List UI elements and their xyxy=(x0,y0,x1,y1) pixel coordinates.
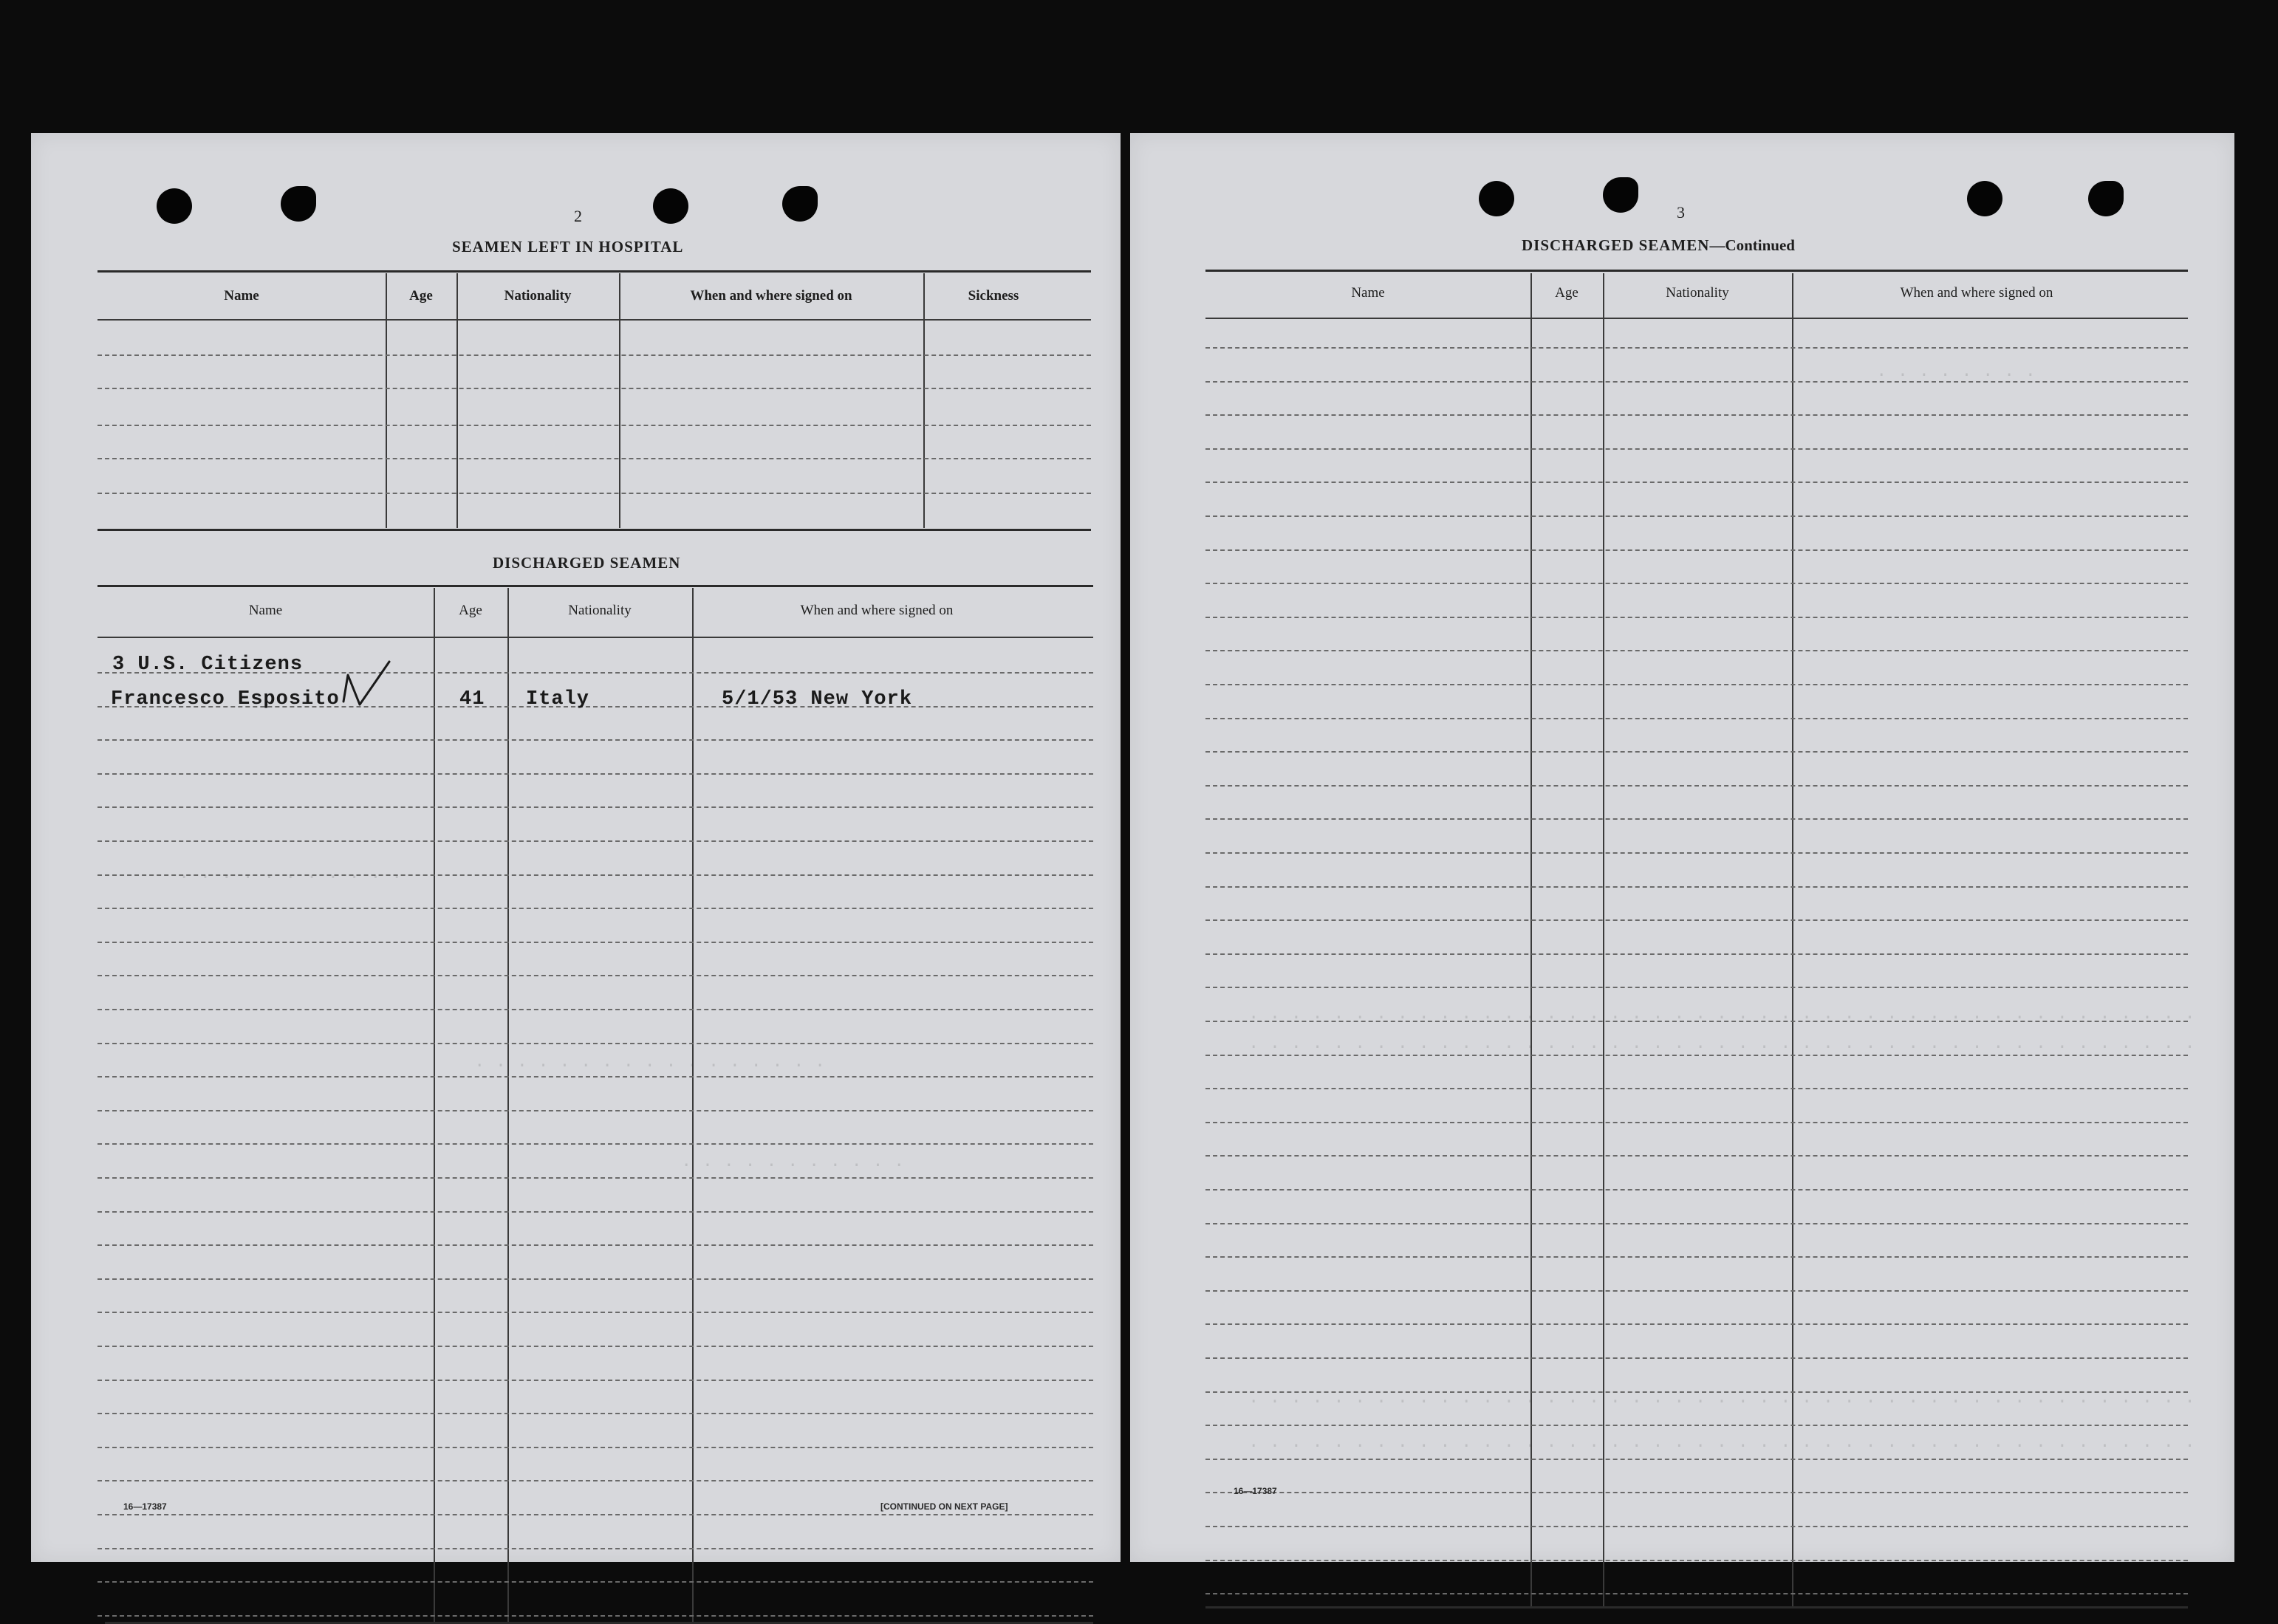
ruled-line xyxy=(1205,414,2188,416)
discharged-section-title: DISCHARGED SEAMEN xyxy=(493,554,681,572)
ruled-line xyxy=(98,1009,1093,1010)
ruled-line xyxy=(98,493,1091,494)
ruled-line xyxy=(1205,549,2188,551)
ruled-line xyxy=(1205,617,2188,618)
ruled-line xyxy=(98,354,1091,356)
discharged-table-header-rule xyxy=(98,637,1093,638)
discharged-col-age: Age xyxy=(459,603,482,618)
ruled-line xyxy=(98,1110,1093,1111)
left-page xyxy=(31,133,1121,1562)
column-divider xyxy=(456,273,458,528)
ruled-line xyxy=(98,388,1091,389)
ruled-line xyxy=(1205,919,2188,921)
discharged-continued-title-main: DISCHARGED SEAMEN xyxy=(1522,236,1710,254)
ruled-line xyxy=(1205,1290,2188,1292)
discharged-continued-title xyxy=(1522,236,1795,255)
ruled-line xyxy=(1205,684,2188,685)
check-mark xyxy=(338,659,404,710)
continued-col-nationality: Nationality xyxy=(1666,285,1729,301)
entry-signed-on: 5/1/53 New York xyxy=(722,688,913,710)
hospital-table-top-rule xyxy=(98,270,1091,273)
ruled-line xyxy=(1205,1223,2188,1224)
punch-hole xyxy=(1479,181,1514,216)
ruled-line xyxy=(1205,1357,2188,1359)
ruled-line xyxy=(1205,1323,2188,1325)
ruled-line xyxy=(1205,1560,2188,1561)
column-divider xyxy=(507,588,509,1622)
bleed-through: . . . . . . . . . . . xyxy=(179,864,403,884)
ruled-line xyxy=(1205,1155,2188,1157)
ruled-line xyxy=(98,1615,1093,1617)
hospital-table-bottom-rule xyxy=(98,529,1091,531)
continued-table-bottom-rule xyxy=(1205,1606,2188,1608)
bleed-through: . . . . . . . . xyxy=(1876,362,2036,382)
ruled-line xyxy=(1205,482,2188,483)
entry-name: 3 U.S. Citizens xyxy=(112,654,304,676)
ruled-line xyxy=(1205,381,2188,383)
ruled-line xyxy=(1205,515,2188,517)
column-divider xyxy=(434,588,435,1622)
continued-col-age: Age xyxy=(1555,285,1578,301)
ruled-line xyxy=(98,1076,1093,1077)
ruled-line xyxy=(1205,1189,2188,1190)
column-divider xyxy=(386,273,387,528)
discharged-col-name: Name xyxy=(248,603,283,618)
right-page xyxy=(1130,133,2234,1562)
ruled-line xyxy=(98,1447,1093,1448)
continued-table-header-rule xyxy=(1205,318,2188,319)
ruled-line xyxy=(98,1143,1093,1145)
hospital-section-title: SEAMEN LEFT IN HOSPITAL xyxy=(452,238,684,256)
ruled-line xyxy=(1205,1256,2188,1258)
ruled-line xyxy=(98,1514,1093,1515)
hospital-table-header-rule xyxy=(98,319,1091,321)
ruled-line xyxy=(98,1177,1093,1179)
page-number: 3 xyxy=(1677,203,1685,222)
punch-hole xyxy=(157,188,192,224)
column-divider xyxy=(619,273,620,528)
ruled-line xyxy=(1205,1492,2188,1493)
ruled-line xyxy=(98,942,1093,943)
discharged-table-top-rule xyxy=(98,585,1093,587)
ruled-line xyxy=(98,1480,1093,1481)
continued-table-top-rule xyxy=(1205,270,2188,272)
ruled-line xyxy=(98,773,1093,775)
ruled-line xyxy=(1205,1526,2188,1527)
ruled-line xyxy=(98,975,1093,976)
continued-col-signed-on: When and where signed on xyxy=(1900,285,2053,301)
ruled-line xyxy=(98,1278,1093,1280)
ruled-line xyxy=(98,1581,1093,1583)
punch-hole xyxy=(281,186,316,222)
discharged-col-nationality: Nationality xyxy=(568,603,632,618)
ruled-line xyxy=(1205,785,2188,787)
ruled-line xyxy=(1205,818,2188,820)
column-divider xyxy=(692,588,694,1622)
ruled-line xyxy=(98,1312,1093,1313)
ruled-line xyxy=(98,1346,1093,1347)
form-number: 16—17387 xyxy=(1234,1486,1277,1496)
continued-col-name: Name xyxy=(1351,285,1385,301)
ruled-line xyxy=(98,425,1091,426)
ruled-line xyxy=(1205,1122,2188,1123)
ruled-line xyxy=(98,1380,1093,1381)
punch-hole xyxy=(782,186,818,222)
discharged-col-signed-on: When and where signed on xyxy=(800,603,954,618)
ruled-line xyxy=(98,806,1093,808)
ruled-line xyxy=(98,1043,1093,1044)
ruled-line xyxy=(1205,953,2188,955)
ruled-line xyxy=(1205,1088,2188,1089)
ruled-line xyxy=(1205,718,2188,719)
ruled-line xyxy=(98,908,1093,909)
ruled-line xyxy=(1205,1055,2188,1056)
ruled-line xyxy=(1205,751,2188,753)
ruled-line xyxy=(98,1548,1093,1549)
entry-nationality: Italy xyxy=(526,688,590,710)
ruled-line xyxy=(1205,987,2188,988)
hospital-col-name: Name xyxy=(224,288,259,304)
punch-hole xyxy=(2088,181,2124,216)
hospital-col-nationality: Nationality xyxy=(504,288,572,304)
ruled-line xyxy=(1205,1593,2188,1594)
bleed-through: . . . . . . . . . . . . . . . . . . . . . . . . . . . . . . . . . . . . . . . . . . . . . xyxy=(1248,1433,2195,1453)
ruled-line xyxy=(1205,650,2188,651)
ruled-line xyxy=(98,840,1093,842)
ruled-line xyxy=(1205,1459,2188,1460)
bleed-through: . . . . . . . . . . . . . . . . . xyxy=(474,1052,826,1072)
entry-age: 41 xyxy=(459,688,485,710)
ruled-line xyxy=(98,739,1093,741)
form-number: 16—17387 xyxy=(123,1501,167,1512)
punch-hole xyxy=(1603,177,1638,213)
punch-hole xyxy=(653,188,688,224)
ruled-line xyxy=(98,1244,1093,1246)
ruled-line xyxy=(1205,347,2188,349)
page-number: 2 xyxy=(574,207,582,225)
bleed-through: . . . . . . . . . . . . . . . . . . . . . . . . . . . . . . . . . . . . . . . . . . . . . xyxy=(1248,1388,2195,1408)
bleed-through: . . . . . . . . . . . . . . . . . . . . . . . . . . . . . . . . . . . . . . . . . . . . . xyxy=(1248,1034,2195,1054)
ruled-line xyxy=(1205,583,2188,584)
column-divider xyxy=(923,273,925,528)
ruled-line xyxy=(98,1413,1093,1414)
continued-note: [CONTINUED ON NEXT PAGE] xyxy=(880,1501,1008,1512)
ruled-line xyxy=(1205,1425,2188,1426)
bleed-through: . . . . . . . . . . . xyxy=(681,1152,905,1172)
entry-name: Francesco Esposito xyxy=(111,688,340,710)
ruled-line xyxy=(1205,448,2188,450)
ruled-line xyxy=(98,458,1091,459)
ruled-line xyxy=(1205,886,2188,888)
discharged-continued-title-suffix: —Continued xyxy=(1709,236,1795,254)
hospital-col-sickness: Sickness xyxy=(968,288,1019,304)
hospital-col-age: Age xyxy=(409,288,433,304)
hospital-col-signed-on: When and where signed on xyxy=(690,288,852,304)
punch-hole xyxy=(1967,181,2002,216)
bleed-through: . . . . . . . . . . . . . . . . . . . . . . . . . . . . . . . . . . . . . . . . . . . . . xyxy=(1248,1004,2195,1024)
ruled-line xyxy=(1205,852,2188,854)
ruled-line xyxy=(98,1211,1093,1213)
